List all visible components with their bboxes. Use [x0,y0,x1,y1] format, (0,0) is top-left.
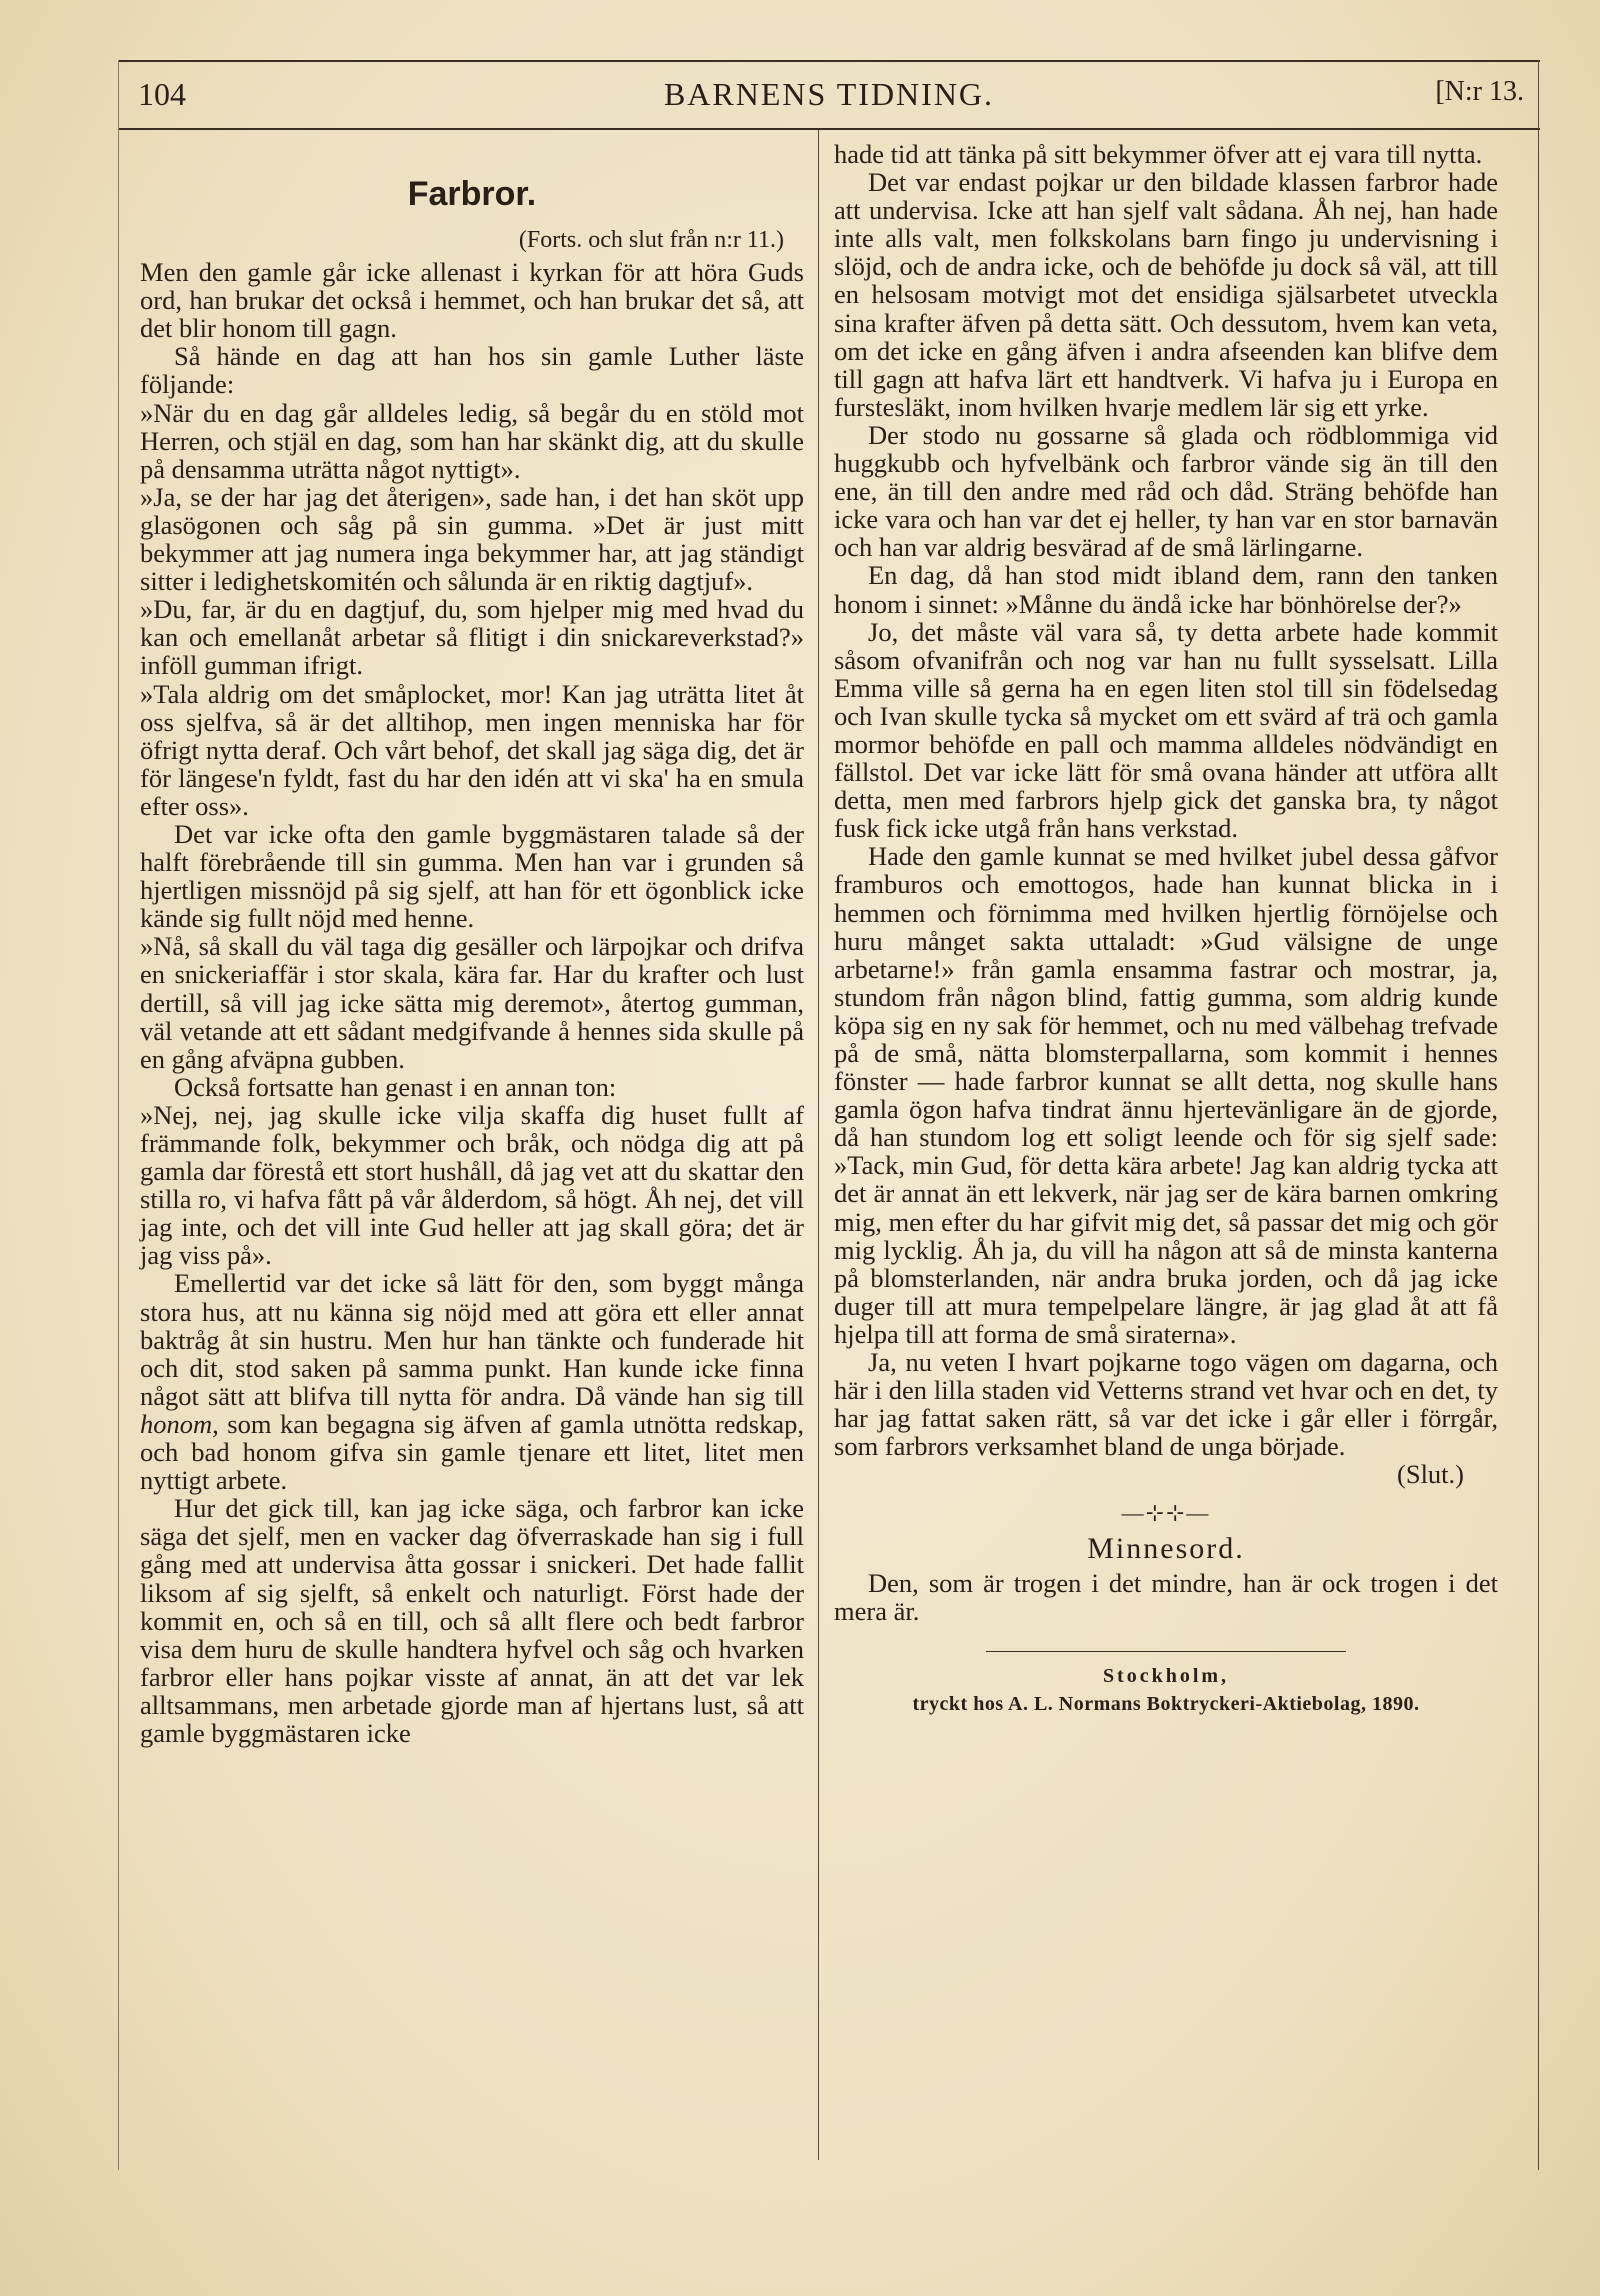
masthead: BARNENS TIDNING. [663,76,995,112]
paragraph: hade tid att tänka på sitt bekymmer öfver att ej vara till nytta. [834,139,1483,169]
article-title: Farbror. [407,175,537,213]
continued-note: (Forts. och slut från n:r 11.) [518,227,784,253]
paragraph: Det var endast pojkar ur den bildade klassen farbror hade att undervisa. Icke att han sjelf valt sådana. Åh nej, han hade inte alls valt, men folkskolans barn fingo ju undervisning i slöjd, och de andra icke, och de behöfde ju dock så väl, att till en helsosam motvigt mot det ensidiga själsarbetet utveckla sina krafter äfven på detta sätt. Och dessutom, hvem kan veta, om det icke en gång äfven i andra afseenden kan blifve dem till gagn att hafva lärt ett handtverk. Vi hafva ju i Europa en furstesläkt, inom hvilken hvarje medlem lär sig ett yrke. [834,167,1498,422]
paragraph: Så hände en dag att han hos sin gamle Luther läste följande: [140,341,804,400]
paragraph: »Du, far, är du en dagtjuf, du, som hjelper mig med hvad du kan och emellanåt arbetar så flitigt i din snickareverkstad?» inföll gumman ifrigt. [140,594,804,681]
paragraph [140,1269,804,1494]
paragraph: Hade den gamle kunnat se med hvilket jubel dessa gåfvor framburos och emottogos, hade han kunnat blicka in i hemmen och förnimma med hvilken hjertlig förnöjelse och huru månget sakta uttaladt: »Gud välsigne de unge arbetarne!» från gamla ensamma fastrar och mostrar, ja, stundom från någon blind, fattig gumma, som aldrig kunde köpa sig en ny sak för hemmet, och nu med välbehag trefvade på de små, nätta blomsterpallarna, som kommit i hennes fönster — hade farbror kunnat se allt detta, nog skulle hans gamla ögon hafva tindrat ännu hjertevänligare än de gjorde, då han stundom log ett soligt leende och för sig sjelf sade: »Tack, min Gud, för detta kära arbete! Jag kan aldrig tycka att det är annat än ett lekverk, när jag ser de kära barnen omkring mig, men efter du har gifvit mig det, så passar det mig och gör mig lycklig. Åh ja, du vill ha någon att så de minsta kanterna på blomsterlanden, när andra bruka jorden, och då jag icke duger till att mura tempelpelare längre, är jag glad åt att få hjelpa till att forma de små siraterna». [834,841,1498,1349]
emphasis-text: honom, [140,1408,219,1439]
minnesord-text: Den, som är trogen i det mindre, han är ock trogen i det mera är. [834,1567,1498,1626]
page-header [118,60,1540,126]
paragraph: Också fortsatte han genast i en annan ton: [174,1071,617,1102]
paragraph: Der stodo nu gossarne så glada och rödblommiga vid huggkubb och hyfvelbänk och farbror vände sig än till den ene, än till den andre med råd och dåd. Sträng behöfde han icke vara och han var det ej heller, ty han var en stor barnavän och han var aldrig besvärad af de små lärlingarne. [834,419,1498,563]
paragraph: »När du en dag går alldeles ledig, så begår du en stöld mot Herren, och stjäl en dag, som han har skänkt dig, att du skulle på densamma uträtta något nyttigt». [140,397,804,484]
end-mark: (Slut.) [1397,1459,1464,1490]
paragraph: Men den gamle går icke allenast i kyrkan för att höra Guds ord, han brukar det också i hemmet, och han brukar det så, att det blir honom till gagn. [140,257,804,344]
column-divider [818,130,819,2160]
imprint-printer: tryckt hos A. L. Normans Boktryckeri-Aktiebolag, 1890. [912,1692,1420,1715]
paragraph-text: som kan begagna sig äfven af gamla utnötta redskap, och bad honom gifva sin gamle tjenare ett litet, litet men nyttigt arbete. [140,1408,805,1496]
paragraph: »Tala aldrig om det småplocket, mor! Kan jag uträtta litet åt oss sjelfva, så är det alltihop, men ingen menniska har för öfrigt nytta deraf. Och vårt behof, det skall jag säga dig, det är för längese'n fyldt, fast du har den idén att vi ska' ha en smula efter oss». [140,678,804,821]
ornament-divider: —⊹⊹— [1121,1499,1211,1525]
header-rule [118,128,1540,130]
left-border-rule [118,60,119,2170]
paragraph: Jo, det måste väl vara så, ty detta arbete hade kommit såsom ofvanifrån och nog var han nu fullt sysselsatt. Lilla Emma ville så gerna ha en egen liten stol till sin födelsedag och Ivan skulle tycka så mycket om ett svärd af trä och gamla mormor behöfde en pall och mamma alldeles nödvändigt en fällstol. Det var icke lätt för små ovana händer att utföra allt detta, men med farbrors hjelp gick det ganska bra, ty något fusk fick icke utgå från hans verkstad. [834,616,1498,844]
imprint-city: Stockholm, [1102,1664,1230,1687]
paragraph: »Ja, se der har jag det återigen», sade han, i det han sköt upp glasögonen och såg på sin gumma. »Det är just mitt bekymmer att jag numera inga bekymmer har, att jag ständigt sitter i ledighetskomitén och sålunda är en riktig dagtjuf». [140,481,804,597]
right-border-rule [1538,60,1539,2170]
issue-number: [N:r 13. [1435,76,1524,107]
paragraph: En dag, då han stod midt ibland dem, rann den tanken honom i sinnet: »Månne du ändå icke har bönhörelse der?» [834,560,1498,619]
minnesord-title: Minnesord. [1087,1531,1245,1565]
paragraph-text: Emellertid var det icke så lätt för den, som byggt många stora hus, att nu känna sig nöjd med att göra ett eller annat baktråg åt sin hustru. Men hur han tänkte och funderade hit och dit, stod saken på samma punkt. Han kunde icke finna något sätt att blifva till nytta för andra. Då vände han sig till [140,1268,804,1411]
page-number: 104 [138,76,186,112]
paragraph: »Nå, så skall du väl taga dig gesäller och lärpojkar och drifva en snickeriaffär i stor skala, kära far. Har du krafter och lust dertill, så vill jag icke sätta mig deremot», återtog gumman, väl vetande att ett sådant medgifvande å hennes sida skulle på en gång afväpna gubben. [140,931,804,1074]
paragraph: Ja, nu veten I hvart pojkarne togo vägen om dagarna, och här i den lilla staden vid Vetterns strand vet hvar och en det, ty har jag fattat saken rätt, så var det icke i går eller i förrgår, som farbrors verksamhet bland de unga började. [834,1347,1498,1462]
paragraph: Hur det gick till, kan jag icke säga, och farbror kan icke säga det sjelf, men en vacker dag öfverraskade han sig i full gång med att undervisa åtta gossar i snickeri. Det hade fallit liksom af sig sjelft, så enkelt och naturligt. Först hade der kommit en, och så en till, och så allt flere och bedt farbror visa dem huru de skulle handtera hyfvel och såg och hvarken farbror eller hans pojkar visste af annat, än att det var lek alltsammans, men arbetade gjorde man af hjertans lust, så att gamle byggmästaren icke [140,1493,804,1748]
right-column [834,140,1498,1718]
imprint-rule [986,1651,1346,1652]
left-column [140,140,804,1747]
paragraph: »Nej, nej, jag skulle icke vilja skaffa dig huset fullt af främmande folk, bekymmer och bråk, och nödga dig att på gamla dar förestå ett stort hushåll, då jag vet att du skattar den stilla ro, vi hafva fått på vår ålderdom, så högt. Åh nej, det vill jag inte, och det vill inte Gud heller att jag skall göra; det är jag viss på». [140,1099,804,1271]
paragraph: Det var icke ofta den gamle byggmästaren talade så der halft förebrående till sin gumma. Men han var i grunden så hjertligen missnöjd på sig sjelf, att han för ett ögonblick icke kände sig fullt nöjd med henne. [140,818,804,934]
